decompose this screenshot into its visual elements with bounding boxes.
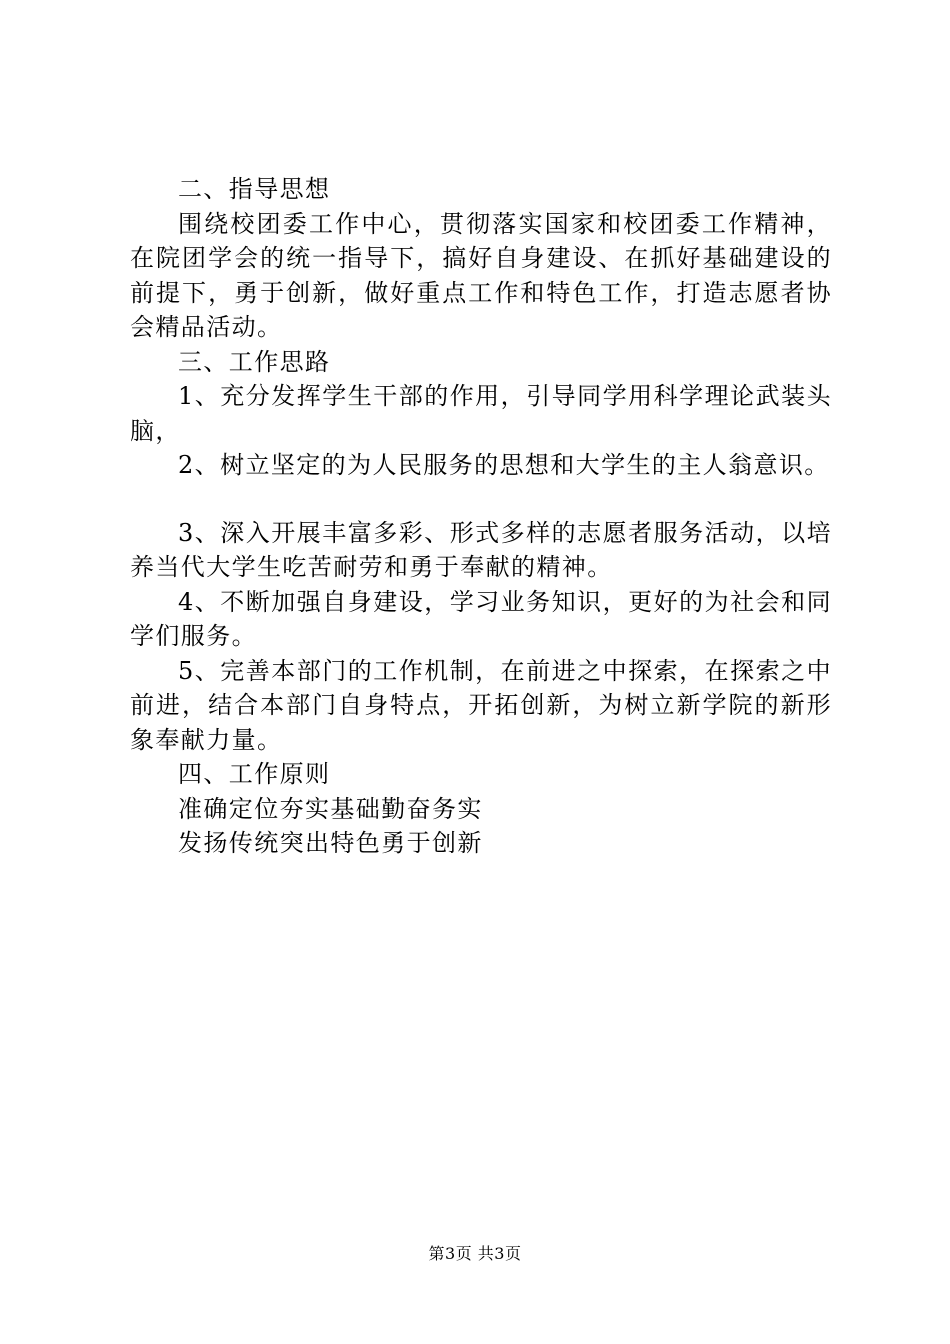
paragraph-guiding-ideology: 围绕校团委工作中心，贯彻落实国家和校团委工作精神，在院团学会的统一指导下，搞好自身建设、在抓好基础建设的前提下，勇于创新，做好重点工作和特色工作，打造志愿者协会精品活动。 bbox=[130, 209, 832, 341]
section-heading-work-principles: 四、工作原则 bbox=[178, 760, 331, 788]
principle-line-2: 发扬传统突出特色勇于创新 bbox=[178, 829, 483, 857]
document-body bbox=[130, 172, 832, 861]
section-heading-guiding-ideology: 二、指导思想 bbox=[178, 175, 331, 203]
list-item-2: 2、树立坚定的为人民服务的思想和大学生的主人翁意识。 bbox=[178, 451, 830, 479]
blank-line bbox=[130, 483, 832, 516]
principle-line-1: 准确定位夯实基础勤奋务实 bbox=[178, 794, 483, 823]
section-heading-work-approach: 三、工作思路 bbox=[178, 347, 331, 376]
list-item-1: 1、充分发挥学生干部的作用，引导同学用科学理论武装头脑， bbox=[130, 382, 832, 445]
page-footer bbox=[0, 1243, 950, 1265]
list-item-5: 5、完善本部门的工作机制，在前进之中探索，在探索之中前进，结合本部门自身特点，开拓创新，为树立新学院的新形象奉献力量。 bbox=[130, 656, 832, 754]
list-item-4: 4、不断加强自身建设，学习业务知识，更好的为社会和同学们服务。 bbox=[130, 587, 832, 650]
page-number: 第3页 共3页 bbox=[428, 1244, 522, 1263]
list-item-3: 3、深入开展丰富多彩、形式多样的志愿者服务活动，以培养当代大学生吃苦耐劳和勇于奉献的精神。 bbox=[130, 518, 832, 581]
